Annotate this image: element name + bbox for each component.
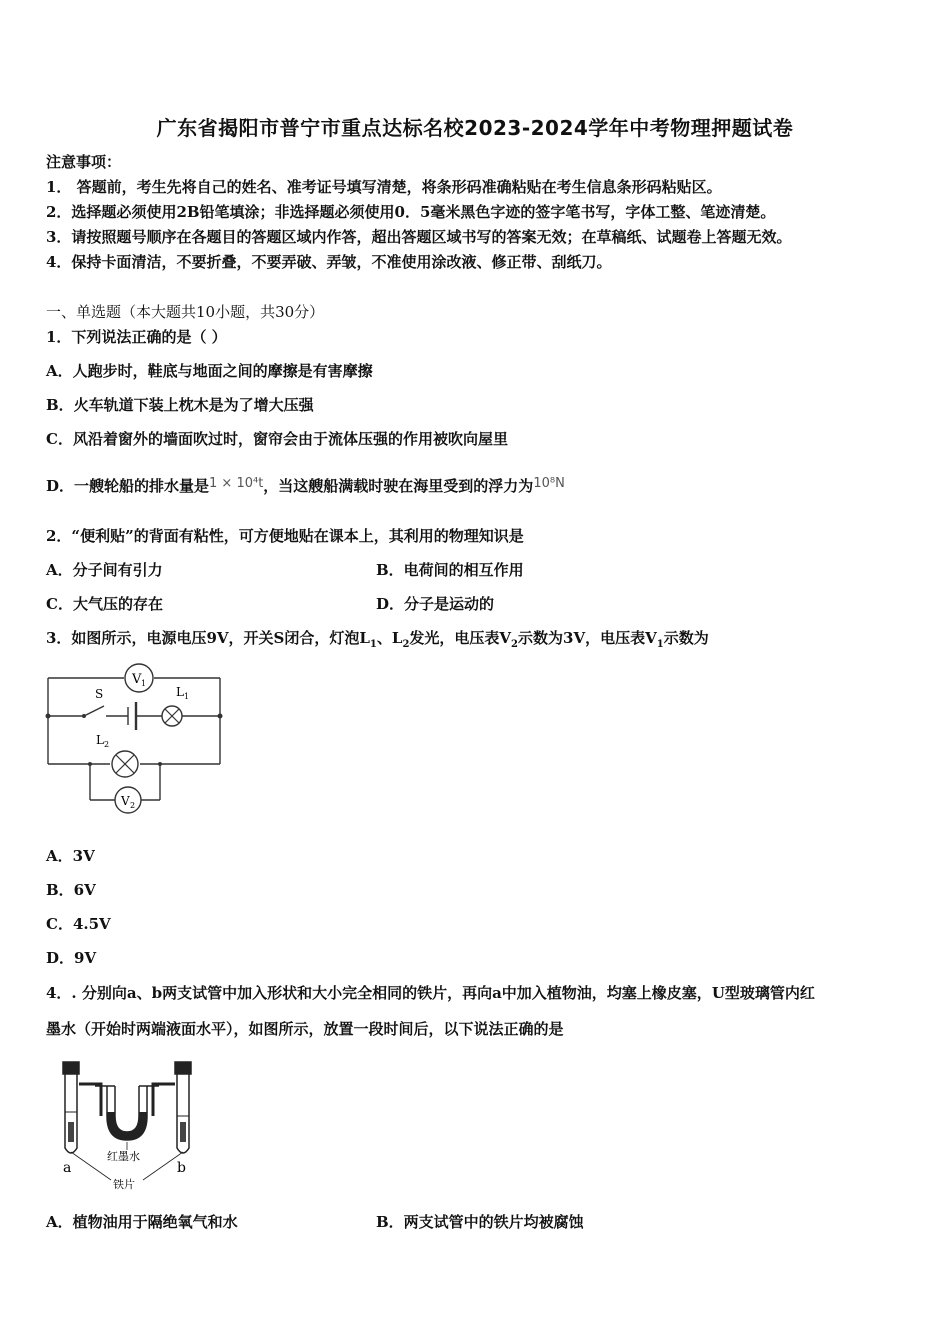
notice-item: 4．保持卡面清洁，不要折叠，不要弄破、弄皱，不准使用涂改液、修正带、刮纸刀。 (46, 253, 612, 271)
notice-item: 2．选择题必须使用2B铅笔填涂；非选择题必须使用0．5毫米黑色字迹的签字笔书写，字体工整、笔迹清楚。 (46, 203, 776, 221)
q3-stem-text: 、L (376, 629, 403, 647)
voltmeter-v1 (125, 664, 153, 692)
tube-b-label: b (177, 1160, 186, 1176)
q3-subscript: 1 (656, 639, 664, 650)
q3-option-a: A．3V (46, 847, 95, 865)
q2-option-b: B．电荷间的相互作用 (376, 561, 524, 579)
q1-option-b: B．火车轨道下装上枕木是为了增大压强 (46, 396, 314, 414)
voltmeter-v1-sub: 1 (141, 679, 147, 688)
q2-option-a: A．分子间有引力 (46, 561, 163, 579)
q3-stem-text: 发光，电压表V (409, 629, 512, 647)
page-title: 广东省揭阳市普宁市重点达标名校2023-2024学年中考物理押题试卷 (156, 116, 794, 140)
q1-formula-displacement: 1 × 10⁴t (209, 476, 264, 491)
lamp-l2-sub: 2 (104, 740, 110, 749)
q3-subscript: 2 (511, 639, 519, 650)
q3-option-d: D．9V (46, 949, 97, 967)
q3-circuit-diagram (40, 658, 230, 818)
notice-item: 1． 答题前，考生先将自己的姓名、准考证号填写清楚，将条形码准确粘贴在考生信息条形码粘贴区。 (46, 178, 722, 196)
q1-option-d-text: D．一艘轮船的排水量是 (46, 477, 210, 495)
voltmeter-v2 (115, 787, 141, 813)
q1-option-a: A．人跑步时，鞋底与地面之间的摩擦是有害摩擦 (46, 362, 373, 380)
q3-option-b: B．6V (46, 881, 96, 899)
lamp-l1-sub: 1 (184, 692, 190, 701)
q1-option-d-text: ，当这艘船满载时驶在海里受到的浮力为 (263, 477, 534, 495)
notice-heading: 注意事项： (46, 153, 122, 171)
q2-option-d: D．分子是运动的 (376, 595, 495, 613)
q4-option-b: B．两支试管中的铁片均被腐蚀 (376, 1213, 584, 1231)
voltmeter-v2-label: V (121, 794, 130, 808)
voltmeter-v2-sub: 2 (130, 801, 136, 810)
q4-experiment-diagram (55, 1056, 205, 1196)
notice-item: 3．请按照题号顺序在各题目的答题区域内作答，超出答题区域书写的答案无效；在草稿纸、试题卷上答题无效。 (46, 228, 792, 246)
q1-option-c: C．风沿着窗外的墙面吹过时，窗帘会由于流体压强的作用被吹向屋里 (46, 430, 508, 448)
q2-stem: 2．“便利贴”的背面有粘性，可方便地贴在课本上，其利用的物理知识是 (46, 527, 524, 545)
q4-option-a: A．植物油用于隔绝氧气和水 (46, 1213, 238, 1231)
red-ink-label: 红墨水 (107, 1150, 140, 1163)
q1-stem: 1．下列说法正确的是（ ） (46, 328, 227, 346)
q3-subscript: 1 (369, 639, 377, 650)
q4-stem-line2: 墨水（开始时两端液面水平），如图所示，放置一段时间后，以下说法正确的是 (46, 1020, 564, 1038)
q3-stem (46, 628, 709, 655)
tube-a-label: a (63, 1160, 72, 1176)
q4-stem-line1: 4．. 分别向a、b两支试管中加入形状和大小完全相同的铁片，再向a中加入植物油，均塞上橡皮塞，U型玻璃管内红 (46, 984, 815, 1002)
q3-stem-text: 示数为3V，电压表V (518, 629, 657, 647)
section-heading: 一、单选题（本大题共10小题，共30分） (46, 303, 325, 321)
q1-formula-buoyancy: 10⁸N (533, 476, 565, 491)
lamp-l1-label: L (176, 685, 184, 699)
lamp-l1 (162, 706, 182, 726)
lamp-l2 (112, 751, 138, 777)
voltmeter-v1-label: V (132, 672, 142, 687)
lamp-l2-label: L (96, 733, 104, 747)
q3-stem-text: 3．如图所示，电源电压9V，开关S闭合，灯泡L (46, 629, 370, 647)
q3-option-c: C．4.5V (46, 915, 111, 933)
q3-subscript: 2 (402, 639, 410, 650)
q3-stem-text: 示数为 (663, 629, 709, 647)
iron-label: 铁片 (113, 1178, 135, 1191)
q1-option-d (46, 476, 565, 498)
switch-label: S (95, 687, 104, 701)
q2-option-c: C．大气压的存在 (46, 595, 163, 613)
